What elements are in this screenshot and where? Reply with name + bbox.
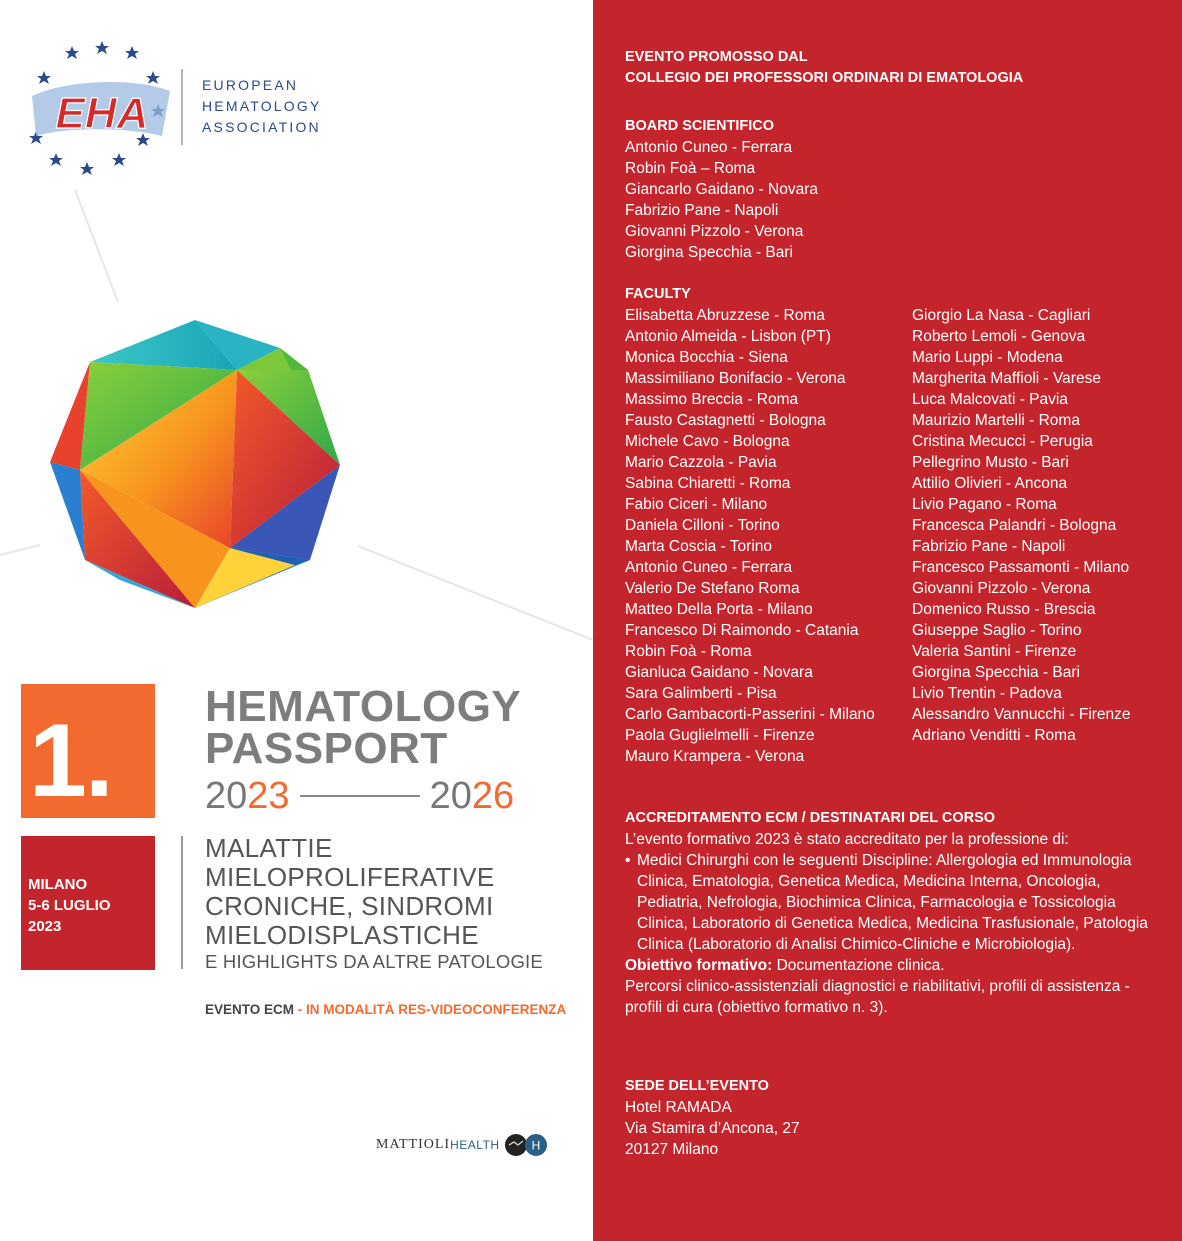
faculty-member: Francesca Palandri - Bologna <box>912 517 1117 534</box>
faculty-member: Michele Cavo - Bologna <box>625 433 790 450</box>
board-section <box>625 116 818 263</box>
course-years <box>205 774 514 818</box>
ecm-mode-line <box>205 1002 566 1017</box>
promoted-line: EVENTO PROMOSSO DAL <box>625 49 808 65</box>
faculty-member: Antonio Almeida - Lisbon (PT) <box>625 328 831 345</box>
faculty-member: Robin Foà - Roma <box>625 643 752 660</box>
ecm-body <box>625 829 1150 1018</box>
faculty-member: Valerio De Stefano Roma <box>625 580 800 597</box>
ecm-label: EVENTO ECM <box>205 1002 295 1017</box>
promoted-line: COLLEGIO DEI PROFESSORI ORDINARI DI EMATOLOGIA <box>625 70 1024 86</box>
ecm-paths: Percorsi clinico-assistenziali diagnostici e riabilitativi, profili di assistenza - profili di cura (obiettivo formativo n. 3). <box>625 978 1130 1016</box>
board-member: Fabrizio Pane - Napoli <box>625 202 779 219</box>
eha-name <box>202 75 322 138</box>
faculty-member: Fabio Ciceri - Milano <box>625 496 768 513</box>
faculty-member: Giovanni Pizzolo - Verona <box>912 580 1091 597</box>
eha-name-line: HEMATOLOGY <box>202 98 322 114</box>
subtitle-line: MIELODISPLASTICHE <box>205 920 479 950</box>
ecm-heading: ACCREDITAMENTO ECM / DESTINATARI DEL CORSO <box>625 810 996 826</box>
venue-line: 20127 Milano <box>625 1141 719 1158</box>
venue-section <box>625 1076 800 1160</box>
faculty-member: Livio Pagano - Roma <box>912 496 1057 513</box>
subtitle-small: E HIGHLIGHTS DA ALTRE PATOLOGIE <box>205 951 543 972</box>
polyhedron-graphic <box>40 310 350 620</box>
faculty-member: Giorgio La Nasa - Cagliari <box>912 307 1091 324</box>
faculty-member: Carlo Gambacorti-Passerini - Milano <box>625 706 875 723</box>
publisher-mark: H <box>531 1138 540 1153</box>
faculty-member: Margherita Maffioli - Varese <box>912 370 1101 387</box>
year-start-a: 20 <box>205 775 248 817</box>
eha-name-line: ASSOCIATION <box>202 119 321 135</box>
ecm-intro: L’evento formativo 2023 è stato accreditato per la professione di: <box>625 831 1069 848</box>
faculty-heading: FACULTY <box>625 286 691 302</box>
faculty-member: Sabina Chiaretti - Roma <box>625 475 791 492</box>
course-title-line: PASSPORT <box>205 724 448 773</box>
publisher-logo <box>376 1133 548 1157</box>
date-days: 5-6 LUGLIO <box>28 897 111 914</box>
publisher-name-a: MATTIOLI <box>376 1137 451 1152</box>
date-year: 2023 <box>28 918 62 935</box>
subtitle-line: MALATTIE <box>205 833 333 863</box>
faculty-member: Paola Guglielmelli - Firenze <box>625 727 815 744</box>
eha-name-line: EUROPEAN <box>202 77 299 93</box>
faculty-member: Adriano Venditti - Roma <box>912 727 1076 744</box>
faculty-member: Fabrizio Pane - Napoli <box>912 538 1066 555</box>
board-heading: BOARD SCIENTIFICO <box>625 118 775 134</box>
board-member: Robin Foà – Roma <box>625 160 756 177</box>
faculty-member: Matteo Della Porta - Milano <box>625 601 813 618</box>
year-end-a: 20 <box>429 775 472 817</box>
faculty-member: Cristina Mecucci - Perugia <box>912 433 1093 450</box>
faculty-member: Domenico Russo - Brescia <box>912 601 1096 618</box>
faculty-member: Livio Trentin - Padova <box>912 685 1062 702</box>
eha-logo <box>22 36 182 176</box>
promoted-by <box>625 47 1023 89</box>
faculty-member: Francesco Passamonti - Milano <box>912 559 1130 576</box>
faculty-member: Francesco Di Raimondo - Catania <box>625 622 859 639</box>
faculty-member: Antonio Cuneo - Ferrara <box>625 559 793 576</box>
faculty-member: Mauro Krampera - Verona <box>625 748 805 765</box>
date-city: MILANO <box>28 876 88 893</box>
venue-heading: SEDE DELL’EVENTO <box>625 1078 769 1094</box>
board-member: Giorgina Specchia - Bari <box>625 244 793 261</box>
subtitle-line: CRONICHE, SINDROMI <box>205 891 494 921</box>
faculty-member: Marta Coscia - Torino <box>625 538 773 555</box>
faculty-member: Giuseppe Saglio - Torino <box>912 622 1082 639</box>
subtitle-divider <box>181 836 183 969</box>
venue-line: Hotel RAMADA <box>625 1099 732 1116</box>
ecm-mode: - IN MODALITÀ RES-VIDEOCONFERENZA <box>294 1002 567 1017</box>
faculty-member: Alessandro Vannucchi - Firenze <box>912 706 1131 723</box>
logo-divider <box>181 69 183 145</box>
board-list <box>625 137 818 263</box>
faculty-col-2 <box>912 305 1131 746</box>
ecm-bullet: • Medici Chirurghi con le seguenti Discipline: Allergologia ed Immunologia Clinica, Ematologia, Genetica Medica, Medicina Interna, Oncologia, Pediatria, Nefrologia, Biochimica Clinica, Farmacologia e Tossicologia Clinica, Laboratorio di Genetica Medica, Medicina Trasfusionale, Patologia Clinica (Laboratorio di Analisi Chimico-Cliniche e Microbiologia). <box>625 850 1150 955</box>
year-end-b: 26 <box>471 775 515 817</box>
year-start-b: 23 <box>247 775 290 817</box>
venue-line: Via Stamira d’Ancona, 27 <box>625 1120 800 1137</box>
faculty-member: Mario Cazzola - Pavia <box>625 454 777 471</box>
year-dash <box>300 795 420 797</box>
faculty-member: Gianluca Gaidano - Novara <box>625 664 813 681</box>
subtitle-line: MIELOPROLIFERATIVE <box>205 862 495 892</box>
faculty-member: Attilio Olivieri - Ancona <box>912 475 1068 492</box>
faculty-col-1 <box>625 305 875 767</box>
faculty-member: Luca Malcovati - Pavia <box>912 391 1068 408</box>
venue-address <box>625 1097 800 1160</box>
faculty-member: Monica Bocchia - Siena <box>625 349 788 366</box>
faculty-member: Pellegrino Musto - Bari <box>912 454 1069 471</box>
board-member: Giovanni Pizzolo - Verona <box>625 223 804 240</box>
faculty-member: Valeria Santini - Firenze <box>912 643 1077 660</box>
faculty-member: Maurizio Martelli - Roma <box>912 412 1080 429</box>
course-number-box <box>21 684 155 818</box>
ecm-objective <box>625 955 1150 976</box>
faculty-member: Fausto Castagnetti - Bologna <box>625 412 826 429</box>
faculty-member: Daniela Cilloni - Torino <box>625 517 780 534</box>
faculty-member: Elisabetta Abruzzese - Roma <box>625 307 825 324</box>
ecm-objective-label: Obiettivo formativo: <box>625 957 773 974</box>
board-member: Giancarlo Gaidano - Novara <box>625 181 818 198</box>
ecm-section <box>625 808 1150 1018</box>
faculty-member: Massimiliano Bonifacio - Verona <box>625 370 846 387</box>
eha-logo-text: EHA <box>55 89 149 138</box>
publisher-name-b: HEALTH <box>450 1138 500 1152</box>
ecm-objective-value: Documentazione clinica. <box>772 957 945 974</box>
course-title-line: HEMATOLOGY <box>205 682 522 731</box>
board-member: Antonio Cuneo - Ferrara <box>625 139 793 156</box>
faculty-member: Massimo Breccia - Roma <box>625 391 799 408</box>
info-right-panel <box>593 0 1182 1241</box>
faculty-member: Sara Galimberti - Pisa <box>625 685 777 702</box>
course-subtitle <box>205 834 543 974</box>
faculty-member: Mario Luppi - Modena <box>912 349 1063 366</box>
faculty-member: Giorgina Specchia - Bari <box>912 664 1080 681</box>
date-box <box>21 836 155 970</box>
course-title <box>205 682 522 773</box>
faculty-member: Roberto Lemoli - Genova <box>912 328 1086 345</box>
course-number: 1. <box>29 703 112 819</box>
publisher-mark-icon <box>504 1133 548 1157</box>
